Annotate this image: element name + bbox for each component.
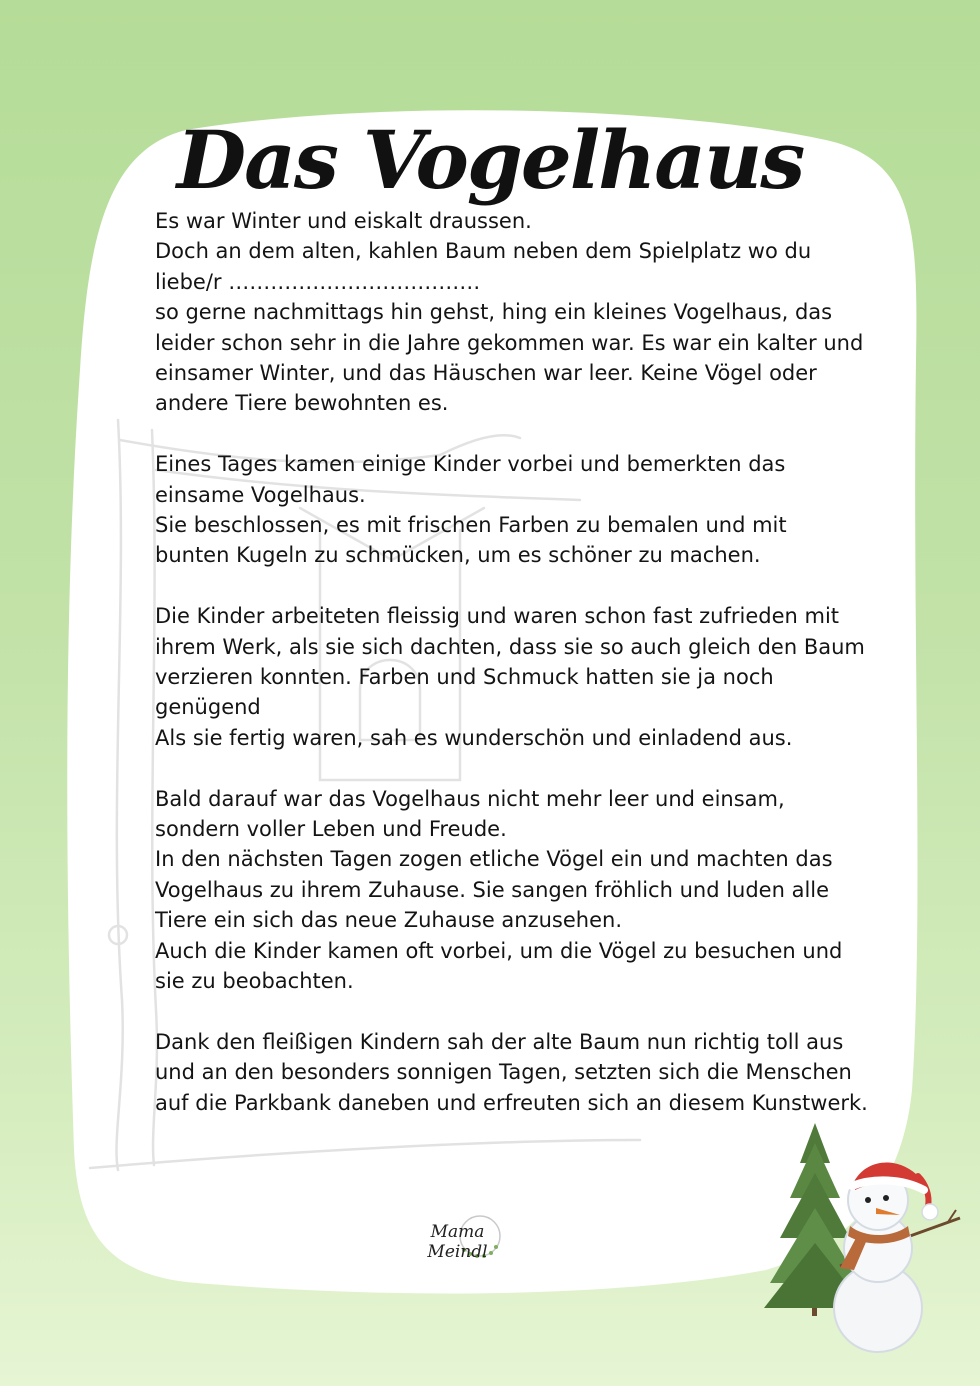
snowman-icon	[834, 1162, 960, 1352]
logo-text: Mama Meindl	[427, 1222, 488, 1262]
paragraph-1	[155, 206, 900, 419]
paragraph-4	[155, 784, 900, 997]
story-line: ihrem Werk, als sie sich dachten, dass sie so auch gleich den Baum	[155, 634, 865, 659]
story-line: Tiere ein sich das neue Zuhause anzusehen.	[155, 908, 623, 933]
story-line: auf die Parkbank daneben und erfreuten sich an diesem Kunstwerk.	[155, 1090, 868, 1115]
story-line: andere Tiere bewohnten es.	[155, 391, 449, 416]
story-line: bunten Kugeln zu schmücken, um es schöner zu machen.	[155, 543, 761, 568]
paragraph-2	[155, 449, 900, 571]
story-line: einsame Vogelhaus.	[155, 482, 366, 507]
story-line: einsamer Winter, und das Häuschen war leer. Keine Vögel oder	[155, 361, 817, 386]
story-line: Es war Winter und eiskalt draussen.	[155, 209, 532, 233]
paragraph-5	[155, 1027, 900, 1118]
story-line: Doch an dem alten, kahlen Baum neben dem Spielplatz wo du	[155, 239, 812, 264]
story-text	[155, 206, 900, 1149]
story-line: Als sie fertig waren, sah es wunderschön und einladend aus.	[155, 725, 793, 750]
story-line: genügend	[155, 695, 261, 720]
story-line: Auch die Kinder kamen oft vorbei, um die Vögel zu besuchen und	[155, 938, 843, 963]
story-line: liebe/r ………………………………	[155, 269, 481, 294]
story-line: sie zu beobachten.	[155, 969, 354, 994]
story-line: Dank den fleißigen Kindern sah der alte Baum nun richtig toll aus	[155, 1029, 844, 1054]
story-line: leider schon sehr in die Jahre gekommen war. Es war ein kalter und	[155, 330, 864, 355]
story-line: Eines Tages kamen einige Kinder vorbei und bemerkten das	[155, 452, 786, 477]
story-line: und an den besonders sonnigen Tagen, setzten sich die Menschen	[155, 1060, 852, 1085]
story-line: Bald darauf war das Vogelhaus nicht mehr leer und einsam,	[155, 786, 785, 811]
paragraph-3	[155, 601, 900, 753]
story-line: In den nächsten Tagen zogen etliche Vögel ein und machten das	[155, 847, 833, 872]
page-title: Das Vogelhaus	[176, 112, 804, 207]
story-line: Vogelhaus zu ihrem Zuhause. Sie sangen fröhlich und luden alle	[155, 877, 830, 902]
story-line: sondern voller Leben und Freude.	[155, 817, 507, 842]
story-line: verzieren konnten. Farben und Schmuck hatten sie ja noch	[155, 665, 774, 690]
story-line: Sie beschlossen, es mit frischen Farben zu bemalen und mit	[155, 513, 787, 538]
story-line: so gerne nachmittags hin gehst, hing ein kleines Vogelhaus, das	[155, 300, 833, 325]
brand-logo	[400, 1210, 515, 1270]
story-line: Die Kinder arbeiteten fleissig und waren schon fast zufrieden mit	[155, 604, 840, 629]
winter-decoration	[760, 1118, 975, 1353]
